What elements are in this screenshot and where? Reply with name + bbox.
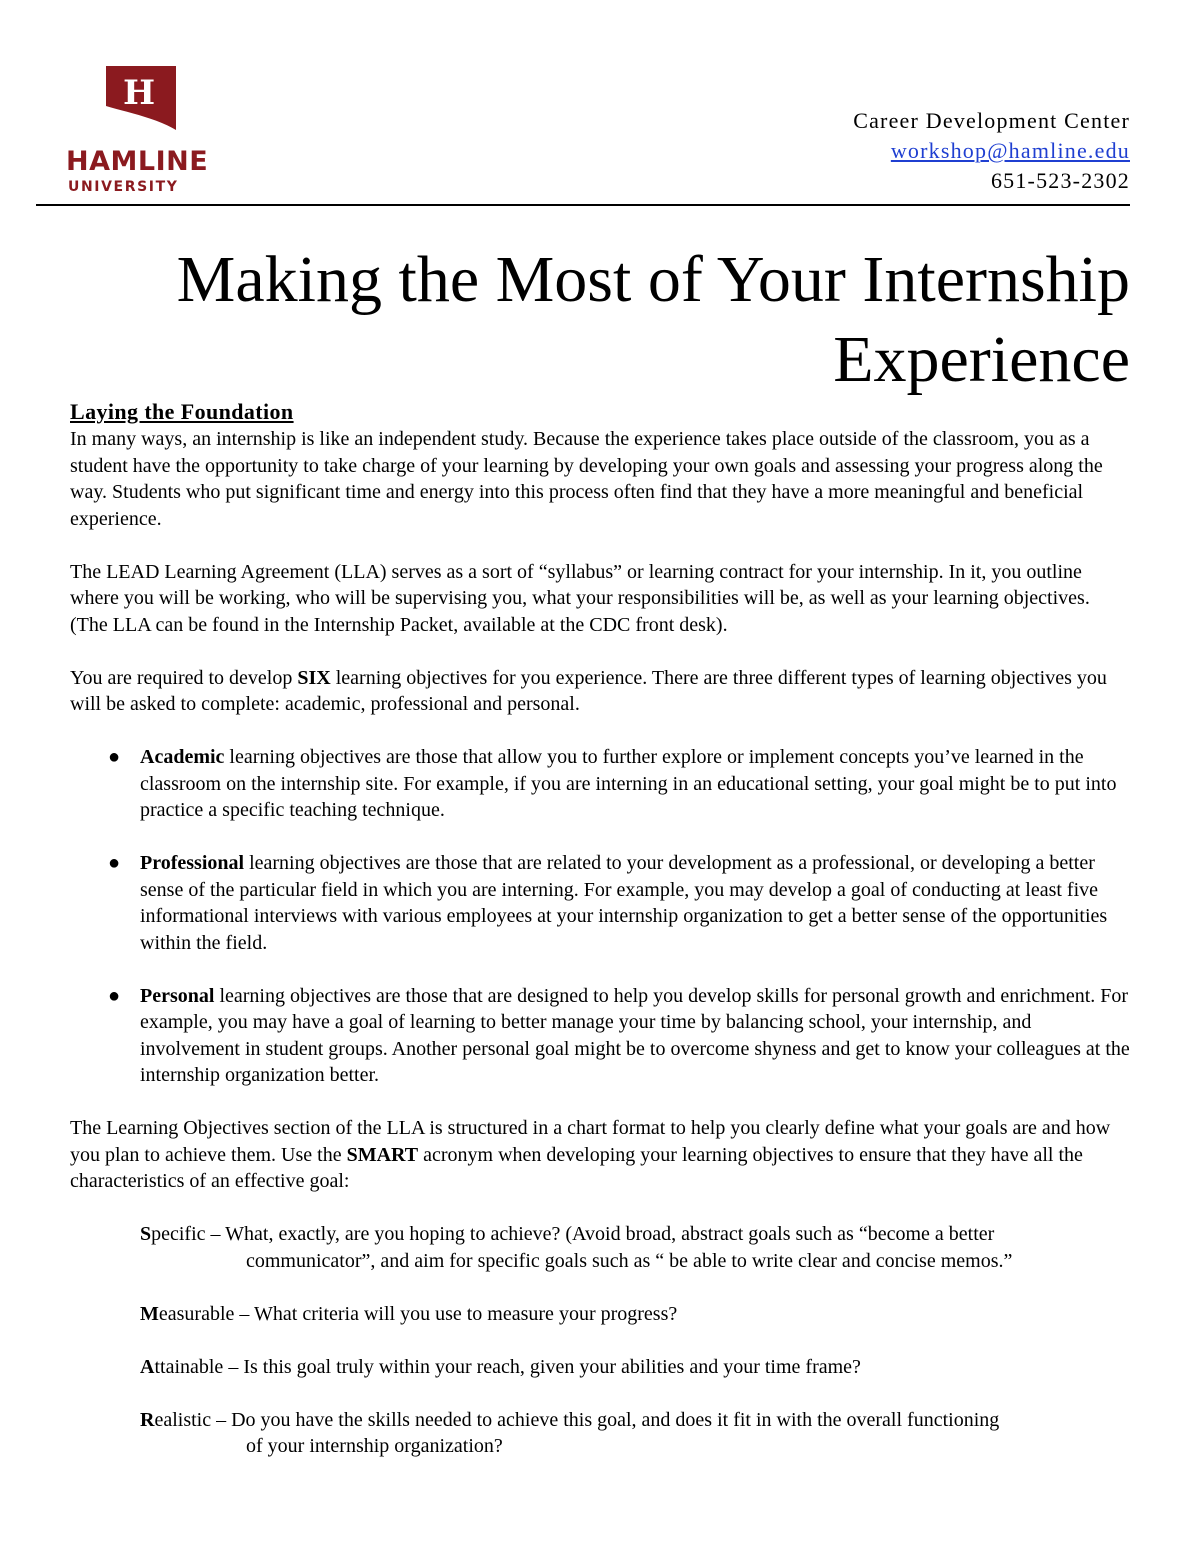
phone-number: 651-523-2302 — [990, 168, 1130, 193]
document-body — [70, 398, 1130, 1486]
smart-specific: Specific – What, exactly, are you hoping to achieve? (Avoid broad, abstract goals such as “become a better communicator”, and aim for specific goals such as “ be able to write clear and concise memos.” — [140, 1223, 1013, 1272]
org-name: Career Development Center — [853, 108, 1130, 133]
email-link[interactable]: workshop@hamline.edu — [890, 138, 1130, 163]
logo-subtitle: UNIVERSITY — [68, 179, 179, 195]
page-title: Making the Most of Your Internship Experience — [176, 243, 1130, 396]
smart-attainable: Attainable – Is this goal truly within your reach, given your abilities and your time frame? — [140, 1355, 861, 1378]
section-heading: Laying the Foundation — [70, 399, 294, 424]
paragraph-smart: The Learning Objectives section of the LLA is structured in a chart format to help you clearly define what your goals are and how you plan to achieve them. Use the SMART acronym when developing your learning objectives to ensure that they have all the characteristics of an effective goal: — [70, 1117, 1111, 1192]
list-item: ● Professional learning objectives are those that are related to your development as a professional, or developing a better sense of the particular field in which you are interning. For example, you may develop a goal of conducting at least five informational interviews with various employees at your internship organization to get a better sense of the opportunities within the field. — [108, 852, 1108, 954]
paragraph-lla: The LEAD Learning Agreement (LLA) serves as a sort of “syllabus” or learning contract for your internship. In it, you outline where you will be working, who will be supervising you, what your responsibilities will be, as well as your learning objectives. (The LLA can be found in the Internship Packet, available at the CDC front desk). — [70, 560, 1090, 636]
smart-measurable: Measurable – What criteria will you use to measure your progress? — [140, 1302, 678, 1325]
logo-name: HAMLINE — [66, 146, 209, 177]
list-item: ● Personal learning objectives are those that are designed to help you develop skills for personal growth and enrichment. For example, you may have a goal of learning to better manage your time by balancing school, your internship, and involvement in student groups. Another personal goal might be to overcome shyness and get to know your colleagues at the internship organization better. — [108, 984, 1130, 1086]
list-item: ● Academic learning objectives are those that allow you to further explore or implement concepts you’ve learned in the classroom on the internship site. For example, if you are interning in an educational setting, your goal might be to put into practice a specific teaching technique. — [108, 746, 1117, 821]
objective-types-list — [70, 744, 1130, 1089]
shield-icon — [106, 66, 176, 130]
contact-block — [853, 106, 1130, 196]
paragraph-intro: In many ways, an internship is like an independent study. Because the experience takes place outside of the classroom, you as a student have the opportunity to take charge of your learning by developing your own goals and assessing your progress along the way. Students who put significant time and energy into this process often find that they have a more meaningful and beneficial experience. — [70, 428, 1103, 530]
hamline-logo — [66, 66, 216, 196]
header-divider — [36, 204, 1130, 206]
bullet-icon: ● — [108, 852, 121, 874]
paragraph-objectives: You are required to develop SIX learning objectives for you experience. There are three different types of learning objectives you will be asked to complete: academic, professional and personal. — [70, 666, 1107, 715]
smart-realistic: Realistic – Do you have the skills needed to achieve this goal, and does it fit in with the overall functioning of your internship organization? — [140, 1408, 1000, 1457]
bullet-icon: ● — [108, 746, 121, 768]
logo-letter: H — [122, 73, 156, 113]
bullet-icon: ● — [108, 984, 121, 1007]
